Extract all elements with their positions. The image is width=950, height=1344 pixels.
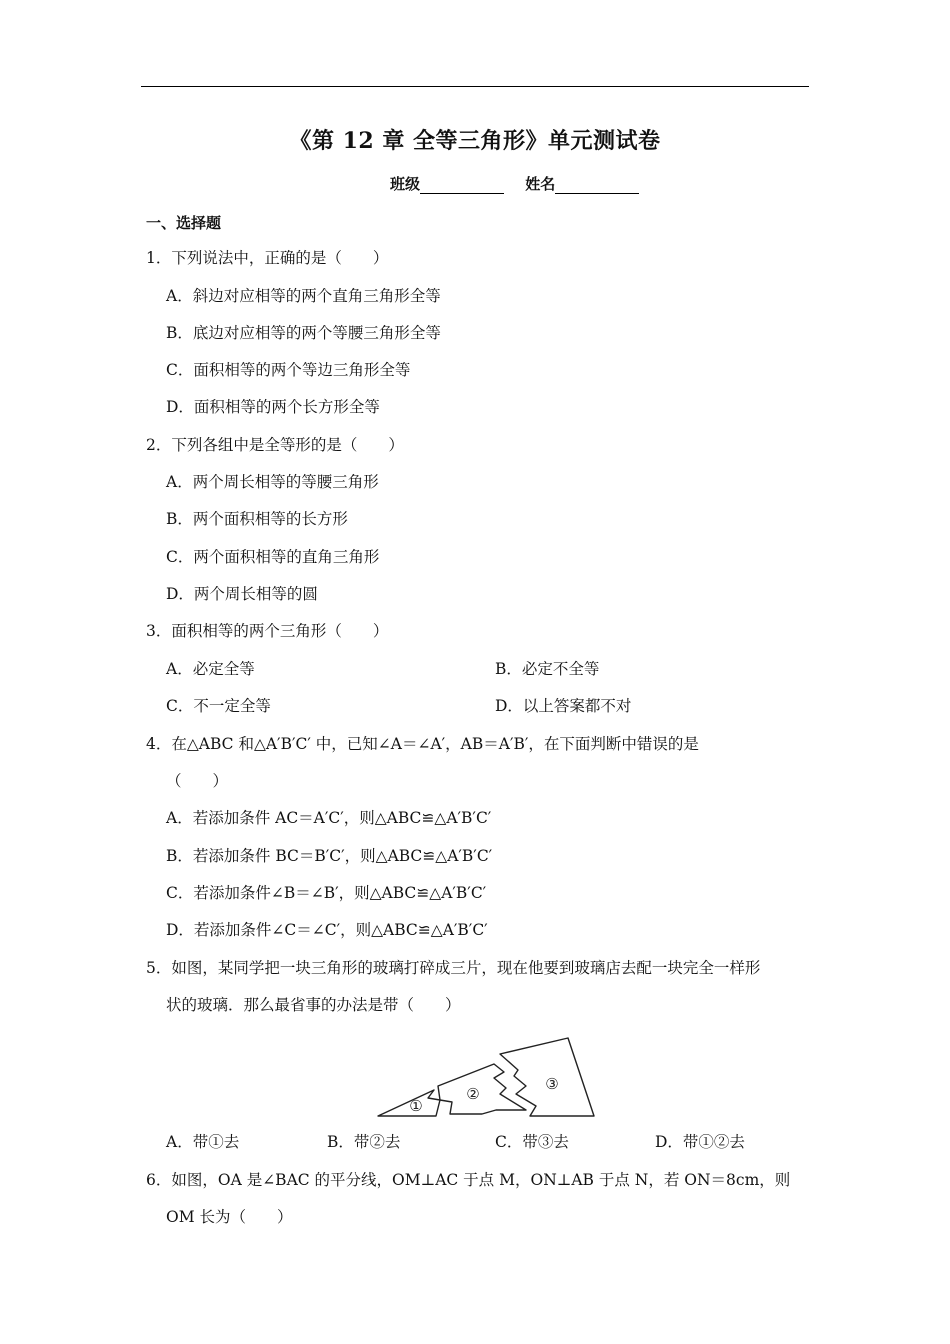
question-2-stem: 2．下列各组中是全等形的是（ ）: [146, 436, 404, 454]
question-2-option-b[interactable]: B．两个面积相等的长方形: [166, 510, 348, 528]
section-heading: 一、选择题: [146, 214, 222, 232]
piece-label-1: ①: [409, 1097, 423, 1115]
question-5-option-d[interactable]: D．带①②去: [655, 1133, 745, 1151]
question-5-stem-cont: 状的玻璃．那么最省事的办法是带（ ）: [166, 996, 461, 1014]
question-4-option-a[interactable]: A．若添加条件 AC＝A′C′，则△ABC≌△A′B′C′: [166, 809, 492, 827]
question-6-stem: 6．如图，OA 是∠BAC 的平分线，OM⊥AC 于点 M，ON⊥AB 于点 N，若 ON＝8cm，则: [146, 1171, 791, 1189]
broken-glass-figure: [376, 1036, 598, 1120]
question-4-option-d[interactable]: D．若添加条件∠C＝∠C′，则△ABC≌△A′B′C′: [166, 921, 488, 939]
question-1-stem: 1．下列说法中，正确的是（ ）: [146, 249, 389, 267]
question-3-option-c[interactable]: C．不一定全等: [166, 697, 271, 715]
question-1-option-c[interactable]: C．面积相等的两个等边三角形全等: [166, 361, 411, 379]
question-5-option-a[interactable]: A．带①去: [166, 1133, 240, 1151]
question-6-stem-cont: OM 长为（ ）: [166, 1208, 293, 1226]
student-fields: [390, 173, 639, 194]
question-3-option-d[interactable]: D．以上答案都不对: [495, 697, 632, 715]
class-blank[interactable]: [420, 177, 504, 194]
page-title: 《第 12 章 全等三角形》单元测试卷: [289, 128, 661, 154]
question-1-option-d[interactable]: D．面积相等的两个长方形全等: [166, 398, 380, 416]
piece-label-2: ②: [466, 1085, 480, 1103]
question-2-option-c[interactable]: C．两个面积相等的直角三角形: [166, 548, 380, 566]
name-blank[interactable]: [555, 177, 639, 194]
question-4-stem: 4．在△ABC 和△A′B′C′ 中，已知∠A＝∠A′，AB＝A′B′，在下面判断中错误的是: [146, 735, 699, 753]
question-5-stem: 5．如图，某同学把一块三角形的玻璃打碎成三片，现在他要到玻璃店去配一块完全一样形: [146, 959, 761, 977]
question-2-option-d[interactable]: D．两个周长相等的圆: [166, 585, 318, 603]
question-5-option-b[interactable]: B．带②去: [327, 1133, 401, 1151]
question-3-option-b[interactable]: B．必定不全等: [495, 660, 600, 678]
question-4-option-b[interactable]: B．若添加条件 BC＝B′C′，则△ABC≌△A′B′C′: [166, 847, 493, 865]
name-label: 姓名: [525, 175, 556, 193]
question-3-stem: 3．面积相等的两个三角形（ ）: [146, 622, 389, 640]
question-1-option-a[interactable]: A．斜边对应相等的两个直角三角形全等: [166, 287, 441, 305]
class-label: 班级: [390, 175, 421, 193]
question-4-stem-cont: （ ）: [166, 772, 229, 790]
question-2-option-a[interactable]: A．两个周长相等的等腰三角形: [166, 473, 379, 491]
question-5-option-c[interactable]: C．带③去: [495, 1133, 569, 1151]
question-3-option-a[interactable]: A．必定全等: [166, 660, 255, 678]
header-rule: [141, 86, 809, 87]
piece-label-3: ③: [545, 1075, 559, 1093]
glass-piece-2: [438, 1064, 526, 1114]
question-4-option-c[interactable]: C．若添加条件∠B＝∠B′，则△ABC≌△A′B′C′: [166, 884, 487, 902]
question-1-option-b[interactable]: B．底边对应相等的两个等腰三角形全等: [166, 324, 441, 342]
